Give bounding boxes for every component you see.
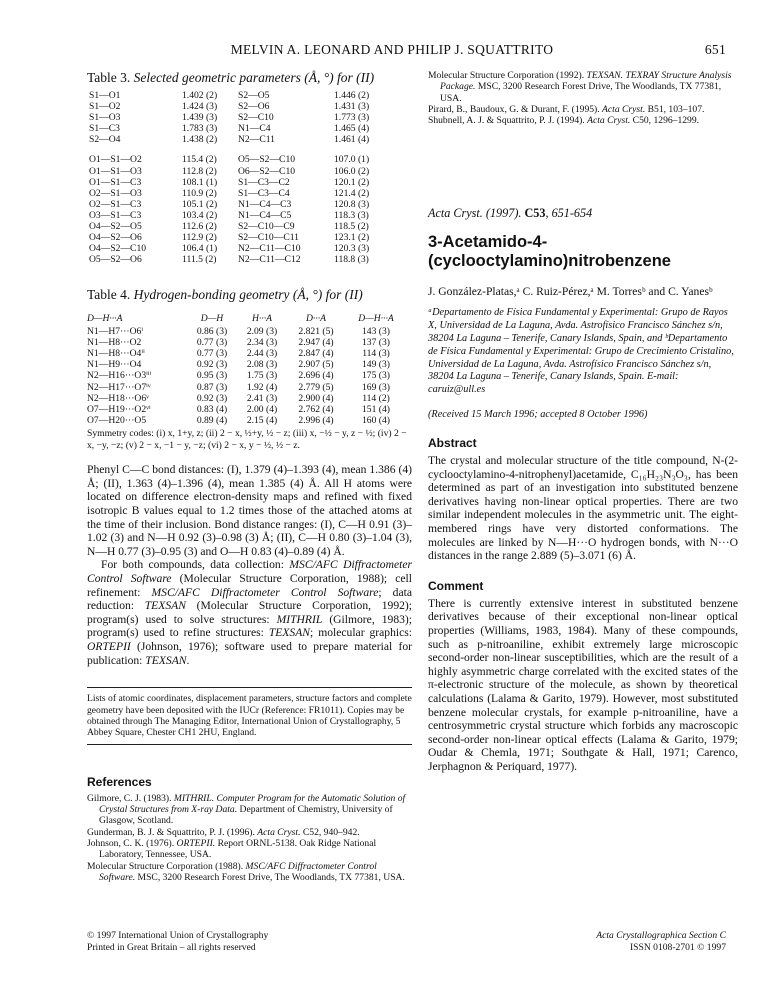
- page-number: 651: [704, 42, 726, 57]
- received-dates: (Received 15 March 1996; accepted 8 October 1996): [428, 409, 648, 421]
- atom-label-cell: S2—C10—C9: [238, 221, 295, 233]
- table-row: [89, 243, 386, 254]
- footer-left: [87, 930, 268, 954]
- atom-label-cell: S1—C3—C2: [238, 176, 290, 188]
- reference-item: Molecular Structure Corporation (1988). MSC/AFC Diffractometer Control Software. MSC, 3200 Research Forest Drive, The Woodlands, TX 77381, USA.: [87, 860, 405, 883]
- value-cell: 2.762 (4): [298, 404, 334, 416]
- table-row: [89, 123, 386, 134]
- atom-label-cell: O5—S2—O6: [89, 254, 142, 266]
- table-row: [87, 382, 407, 393]
- bond-label-cell: N2—H18···O6ᵛ: [87, 392, 149, 404]
- value-cell: 118.5 (2): [334, 221, 369, 233]
- reference-item: Shubnell, A. J. & Squattrito, P. J. (1994). Acta Cryst. C50, 1296–1299.: [428, 115, 700, 127]
- reference-item: Gunderman, B. J. & Squattrito, P. J. (1996). Acta Cryst. C52, 940–942.: [87, 826, 360, 838]
- bond-label-cell: O7—H19···O2ᵛⁱ: [87, 404, 151, 416]
- table3-geometric-parameters: [89, 90, 386, 265]
- value-cell: 149 (3): [362, 359, 390, 371]
- atom-label-cell: S2—O4: [89, 134, 121, 146]
- value-cell: 2.847 (4): [298, 348, 334, 360]
- value-cell: 1.461 (4): [334, 134, 370, 146]
- table-row: [89, 112, 386, 123]
- bond-label-cell: N2—H16···O3ⁱⁱⁱ: [87, 370, 152, 382]
- value-cell: 2.34 (3): [246, 336, 278, 348]
- value-cell: 2.947 (4): [298, 336, 334, 348]
- table-row: [87, 415, 407, 426]
- table4-hydrogen-bonds: [87, 313, 407, 426]
- table-row: [89, 210, 386, 221]
- atom-label-cell: S2—O5: [238, 90, 270, 101]
- reference-item: Pirard, B., Baudoux, G. & Durant, F. (1995). Acta Cryst. B51, 103–107.: [428, 103, 705, 115]
- value-cell: 108.1 (1): [182, 176, 218, 188]
- footer-right: [596, 930, 726, 954]
- value-cell: 143 (3): [362, 325, 390, 337]
- value-cell: 1.446 (2): [334, 90, 370, 101]
- value-cell: 2.41 (3): [246, 392, 278, 404]
- value-cell: 111.5 (2): [182, 254, 217, 266]
- body-paragraph: For both compounds, data collection: MSC/AFC Diffractometer Control Software (Molecular Structure Corporation, 1988); cell refinement: MSC/AFC Diffractometer Control Software; data reduction: TEXSAN (Molecular Structure Corporation, 1992); program(s) used to solve structures: MITHRIL (Gilmore, 1983); program(s) used to refine structures: TEXSAN; molecular graphics: ORTEPII (Johnson, 1976); software used to prepare material for publication: TEXSAN.: [87, 558, 412, 667]
- bond-label-cell: N1—H9···O4: [87, 359, 142, 371]
- bond-label-cell: O7—H20···O5: [87, 415, 147, 427]
- value-cell: 1.465 (4): [334, 123, 370, 135]
- value-cell: 106.4 (1): [182, 243, 218, 255]
- value-cell: 169 (3): [362, 381, 390, 393]
- table4-caption-prefix: Table 4.: [87, 287, 131, 303]
- atom-label-cell: O1—S1—O2: [89, 154, 142, 166]
- value-cell: 2.09 (3): [246, 325, 278, 337]
- atom-label-cell: S2—C10—C11: [238, 232, 299, 244]
- atom-label-cell: N1—C4—C5: [238, 209, 292, 221]
- atom-label-cell: N1—C4—C3: [238, 198, 292, 210]
- value-cell: 2.15 (4): [246, 415, 278, 427]
- table3-caption-prefix: Table 3.: [87, 70, 131, 85]
- value-cell: 114 (3): [362, 348, 390, 360]
- table-row: [89, 154, 386, 165]
- atom-label-cell: S2—C10: [238, 112, 274, 124]
- table3-caption-text: Selected geometric parameters (Å, °) for (II): [133, 70, 375, 85]
- printed-line: Printed in Great Britain – all rights reserved: [87, 942, 256, 953]
- value-cell: 110.9 (2): [182, 187, 217, 199]
- value-cell: 160 (4): [362, 415, 390, 427]
- bond-label-cell: N1—H8···O2: [87, 336, 142, 348]
- value-cell: 114 (2): [362, 392, 390, 404]
- table-row: [89, 90, 386, 101]
- table-row: [87, 404, 407, 415]
- atom-label-cell: O4—S2—O5: [89, 221, 142, 233]
- table-gap: [89, 145, 386, 154]
- reference-item: Gilmore, C. J. (1983). MITHRIL. Computer Program for the Automatic Solution of Crystal Structures from X-ray Data. Department of Chemistry, University of Glasgow, Scotland.: [87, 792, 406, 827]
- value-cell: 2.44 (3): [246, 348, 278, 360]
- bond-label-cell: N1—H8···O4ⁱⁱ: [87, 348, 145, 360]
- abstract-text: The crystal and molecular structure of the title compound, N-(2-cyclooctylamino-4-nitrophenyl)acetamide, C₁₆H₂₃N₃O₃, has been determined as part of an investigation into substituted benzene derivatives having non-linear optical properties. There are two similar independent molecules in the asymmetric unit. The eight-membered rings have very distorted conformations. The molecules are linked by N—H···O hydrogen bonds, with N···O distances in the range 2.889 (5)–3.071 (6) Å.: [428, 454, 738, 563]
- copyright-line: © 1997 International Union of Crystallography: [87, 930, 269, 941]
- value-cell: 120.8 (3): [334, 198, 370, 210]
- deposit-note: Lists of atomic coordinates, displacement parameters, structure factors and complete geometry have been deposited with the IUCr (Reference: FR1011). Copies may be obtained through The Managing Editor, International Union of Crystallography, 5 Abbey Square, Chester CH1 2HU, England.: [87, 693, 412, 739]
- value-cell: 103.4 (2): [182, 209, 218, 221]
- table4-header: D—H: [200, 313, 224, 325]
- value-cell: 2.696 (4): [298, 370, 334, 382]
- value-cell: 1.438 (2): [182, 134, 218, 146]
- atom-label-cell: S1—C3—C4: [238, 187, 290, 199]
- table3-caption: [87, 70, 412, 86]
- symmetry-codes: Symmetry codes: (i) x, 1+y, z; (ii) 2 − x, ½+y, ½ − z; (iii) x, −½ − y, z − ½; (iv) 2 − x, −y, −z; (v) 2 − x, −1 − y, −z; (vi) 2 − x, y − ½, ½ − z.: [87, 428, 407, 451]
- left-column: [87, 70, 412, 883]
- article-citation: Acta Cryst. (1997). C53, 651-654: [428, 206, 593, 221]
- table4-caption: [87, 287, 412, 303]
- atom-label-cell: O2—S1—C3: [89, 198, 142, 210]
- value-cell: 120.3 (3): [334, 243, 370, 255]
- value-cell: 2.900 (4): [298, 392, 334, 404]
- reference-item: Molecular Structure Corporation (1992). TEXSAN. TEXRAY Structure Analysis Package. MSC, 3200 Research Forest Drive, The Woodlands, TX 77381, USA.: [428, 70, 732, 104]
- atom-label-cell: S1—O3: [89, 112, 121, 124]
- table4-header: D—H···A: [87, 313, 123, 325]
- value-cell: 2.00 (4): [246, 404, 278, 416]
- value-cell: 2.779 (5): [298, 381, 334, 393]
- value-cell: 0.92 (3): [196, 359, 228, 371]
- table-row: [87, 337, 407, 348]
- atom-label-cell: S1—O2: [89, 101, 121, 113]
- atom-label-cell: O1—S1—C3: [89, 176, 142, 188]
- references-list: [87, 793, 412, 883]
- references-heading: References: [87, 774, 152, 789]
- value-cell: 0.92 (3): [196, 392, 228, 404]
- table-row: [89, 232, 386, 243]
- value-cell: 137 (3): [362, 336, 390, 348]
- journal-section: Acta Crystallographica Section C: [596, 930, 726, 941]
- value-cell: 112.6 (2): [182, 221, 217, 233]
- atom-label-cell: S1—C3: [89, 123, 120, 135]
- value-cell: 121.4 (2): [334, 187, 370, 199]
- value-cell: 118.3 (3): [334, 209, 369, 221]
- table-row: [89, 188, 386, 199]
- value-cell: 1.431 (3): [334, 101, 370, 113]
- value-cell: 115.4 (2): [182, 154, 217, 166]
- value-cell: 0.77 (3): [196, 348, 228, 360]
- atom-label-cell: O4—S2—O6: [89, 232, 142, 244]
- atom-label-cell: O4—S2—C10: [89, 243, 147, 255]
- value-cell: 2.08 (3): [246, 359, 278, 371]
- comment-text: There is currently extensive interest in substituted benzene derivatives because of their exceptional non-linear optical properties (Williams, 1983, 1984). Many of these compounds, such as p-nitroaniline, exhibit extremely large microscopic second-order non-linear susceptibilities, which are the result of a highly asymmetric charge correlated with the excited states of the π-electronic structure of the molecule, as shown by theoretical calculations (Lalama & Garito, 1979). However, most substituted benzene molecular crystals, for example p-nitroaniline, have a centrosymmetric crystal structure which forbids any macroscopic second-order non-linear optical effects (Lalama & Garito, 1979; Oudar & Chemla, 1971; Southgate & Hall, 1971; Carenco, Jerphagnon & Periquard, 1977).: [428, 596, 738, 773]
- value-cell: 0.89 (4): [196, 415, 228, 427]
- table-row: [89, 199, 386, 210]
- table-row: [87, 370, 407, 381]
- value-cell: 0.77 (3): [196, 336, 228, 348]
- atom-label-cell: S1—O1: [89, 90, 121, 101]
- value-cell: 2.821 (5): [298, 325, 334, 337]
- atom-label-cell: O2—S1—O3: [89, 187, 142, 199]
- table-row: [89, 177, 386, 188]
- running-head-authors: MELVIN A. LEONARD AND PHILIP J. SQUATTRITO: [230, 42, 554, 57]
- article-authors: J. González-Platas,ᵃ C. Ruiz-Pérez,ᵃ M. Torresᵇ and C. Yanesᵇ: [428, 285, 713, 299]
- atom-label-cell: N2—C11: [238, 134, 275, 146]
- value-cell: 112.9 (2): [182, 232, 217, 244]
- value-cell: 1.75 (3): [246, 370, 278, 382]
- value-cell: 105.1 (2): [182, 198, 218, 210]
- value-cell: 175 (3): [362, 370, 390, 382]
- abstract-heading: Abstract: [428, 436, 477, 451]
- experimental-text: [87, 463, 412, 667]
- value-cell: 1.439 (3): [182, 112, 218, 124]
- issn: ISSN 0108-2701 © 1997: [629, 942, 726, 953]
- value-cell: 120.1 (2): [334, 176, 370, 188]
- table-row: [87, 348, 407, 359]
- atom-label-cell: O3—S1—C3: [89, 209, 142, 221]
- atom-label-cell: O5—S2—C10: [238, 154, 296, 166]
- atom-label-cell: O1—S1—O3: [89, 165, 142, 177]
- value-cell: 1.92 (4): [246, 381, 278, 393]
- value-cell: 151 (4): [362, 404, 390, 416]
- table-row: [89, 101, 386, 112]
- article-title: 3-Acetamido-4-(cyclooctylamino)nitrobenzene: [428, 233, 671, 271]
- value-cell: 0.83 (4): [196, 404, 228, 416]
- table-row: [87, 326, 407, 337]
- atom-label-cell: O6—S2—C10: [238, 165, 296, 177]
- table-row: [89, 166, 386, 177]
- table4-header-row: [87, 313, 407, 325]
- table-row: [87, 359, 407, 370]
- table-row: [89, 254, 386, 265]
- value-cell: 0.95 (3): [196, 370, 228, 382]
- value-cell: 112.8 (2): [182, 165, 217, 177]
- table-row: [87, 393, 407, 404]
- value-cell: 107.0 (1): [334, 154, 370, 166]
- value-cell: 1.424 (3): [182, 101, 218, 113]
- table-row: [89, 134, 386, 145]
- body-paragraph: Phenyl C—C bond distances: (I), 1.379 (4)–1.393 (4), mean 1.386 (4) Å; (II), 1.363 (4)–1.396 (4), mean 1.385 (4) Å. All H atoms were located on difference electron-density maps and refined with fixed isotropic B values equal to 1.2 times those of the attached atoms at the time of their inclusion. Bond distance ranges: (I), C—H 0.91 (3)–1.02 (3) and N—H 0.92 (3)–0.98 (3) Å; (II), C—H 0.80 (3)–1.04 (3), N—H 0.77 (3)–0.95 (3) and O—H 0.83 (4)–0.89 (4) Å.: [87, 463, 412, 558]
- article-affiliation: ᵃDepartamento de Física Fundamental y Experimental: Grupo de Rayos X, Universidad de La Laguna, Avda. Astrofísico Francisco Sánchez s/n, 38204 La Laguna – Tenerife, Canary Islands, Spain, and ᵇDepartamento de Física Fundamental y Experimental: Grupo de Crecimiento Cristalino, Universidad de La Laguna, Avda. Astrofísico Francisco Sánchez s/n, 38204 La Laguna – Tenerife, Canary Islands, Spain. E-mail: caruiz@ull.es: [428, 307, 734, 396]
- value-cell: 0.87 (3): [196, 381, 228, 393]
- comment-heading: Comment: [428, 578, 484, 593]
- value-cell: 106.0 (2): [334, 165, 370, 177]
- table4-header: D···A: [306, 313, 326, 325]
- value-cell: 1.402 (2): [182, 90, 218, 101]
- bond-label-cell: N2—H17···O7ⁱᵛ: [87, 381, 151, 393]
- value-cell: 2.996 (4): [298, 415, 334, 427]
- references-list-continued: [428, 70, 738, 126]
- table-row: [89, 221, 386, 232]
- atom-label-cell: N2—C11—C10: [238, 243, 301, 255]
- value-cell: 2.907 (5): [298, 359, 334, 371]
- value-cell: 0.86 (3): [196, 325, 228, 337]
- value-cell: 1.783 (3): [182, 123, 218, 135]
- right-column: [428, 70, 738, 774]
- table4-caption-text: Hydrogen-bonding geometry (Å, °) for (II): [133, 287, 363, 303]
- bond-label-cell: N1—H7···O6ⁱ: [87, 325, 144, 337]
- atom-label-cell: N2—C11—C12: [238, 254, 301, 266]
- value-cell: 1.773 (3): [334, 112, 370, 124]
- value-cell: 123.1 (2): [334, 232, 370, 244]
- atom-label-cell: S2—O6: [238, 101, 270, 113]
- reference-item: Johnson, C. K. (1976). ORTEPII. Report ORNL-5138. Oak Ridge National Laboratory, Tennessee, USA.: [87, 837, 377, 861]
- atom-label-cell: N1—C4: [238, 123, 271, 135]
- table4-header: H···A: [252, 313, 272, 325]
- table4-header: D—H···A: [358, 313, 394, 325]
- value-cell: 118.8 (3): [334, 254, 369, 266]
